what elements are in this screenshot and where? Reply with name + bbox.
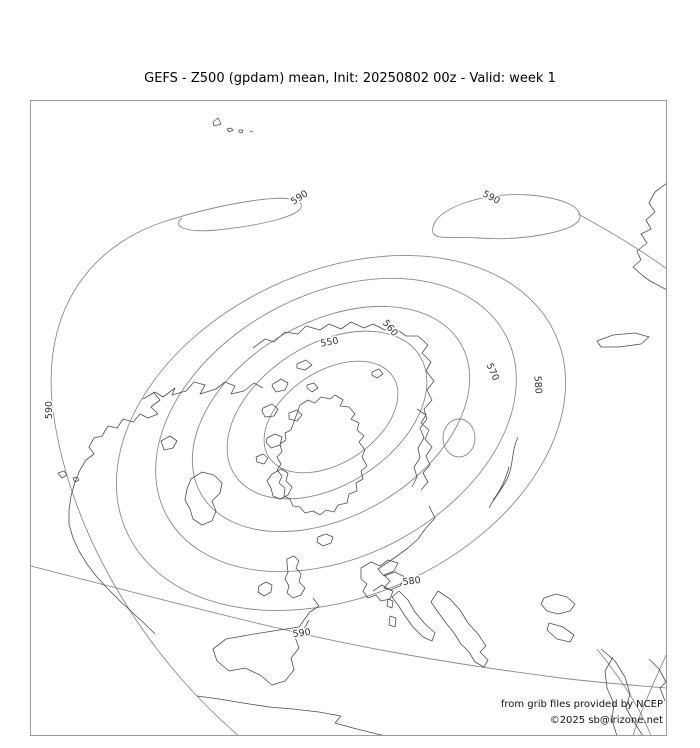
coastline-north-america-west [69, 392, 160, 634]
map-plot-area [30, 100, 667, 736]
coastline-italy [387, 591, 435, 641]
contour-590-east-cell [433, 195, 581, 239]
coastlines-layer [58, 118, 666, 735]
contour-labels-layer [44, 188, 544, 640]
credits [501, 697, 663, 729]
contour-ring-550 [197, 296, 458, 533]
contour-590-east-tail [578, 214, 666, 269]
contour-label-550: 550 [319, 335, 340, 350]
coastline-black-sea [541, 594, 575, 642]
coastline-greenland [277, 395, 367, 515]
coastline-iberia [213, 598, 319, 685]
contour-590-south [31, 566, 666, 688]
coastline-okhotsk [633, 183, 666, 290]
contour-590-west-hook [51, 198, 301, 735]
contour-label-580-east: 580 [531, 375, 544, 395]
contour-ring-580 [59, 186, 624, 679]
contour-label-590-west: 590 [44, 400, 55, 420]
contour-label-590-topleft: 590 [289, 188, 311, 208]
contour-label-570: 570 [483, 361, 501, 383]
weather-map-canvas [31, 101, 666, 735]
coastline-small-island-east [597, 333, 649, 347]
credits-source-line: from grib files provided by NCEP [500, 699, 663, 710]
contour-label-590-south: 590 [292, 626, 312, 641]
coastline-iceland [317, 534, 333, 546]
contour-ring-540 [244, 335, 418, 496]
coastline-top-islands [213, 118, 253, 133]
coastline-hudson [161, 436, 222, 525]
coastline-british-isles [258, 556, 305, 598]
contour-label-560: 560 [379, 317, 400, 339]
credits-copyright-line: ©2025 sb@irizone.net [549, 715, 663, 726]
coastline-novaya-zemlya [489, 437, 518, 508]
contour-ring-570 [105, 219, 567, 631]
page-title: GEFS - Z500 (gpdam) mean, Init: 20250802 00z - Valid: week 1 [144, 71, 556, 86]
coastline-svalbard [372, 369, 383, 378]
coastline-north-africa [197, 696, 397, 735]
contour-small-closed-cell [443, 419, 475, 457]
coastline-taymyr [417, 409, 432, 490]
coastline-chukotka [143, 382, 263, 399]
coastline-balkans [431, 591, 488, 667]
coastline-baltic [361, 560, 398, 601]
contour-label-590-topright: 590 [480, 188, 502, 207]
contour-label-580-south: 580 [402, 574, 422, 589]
contours-layer [31, 186, 666, 735]
